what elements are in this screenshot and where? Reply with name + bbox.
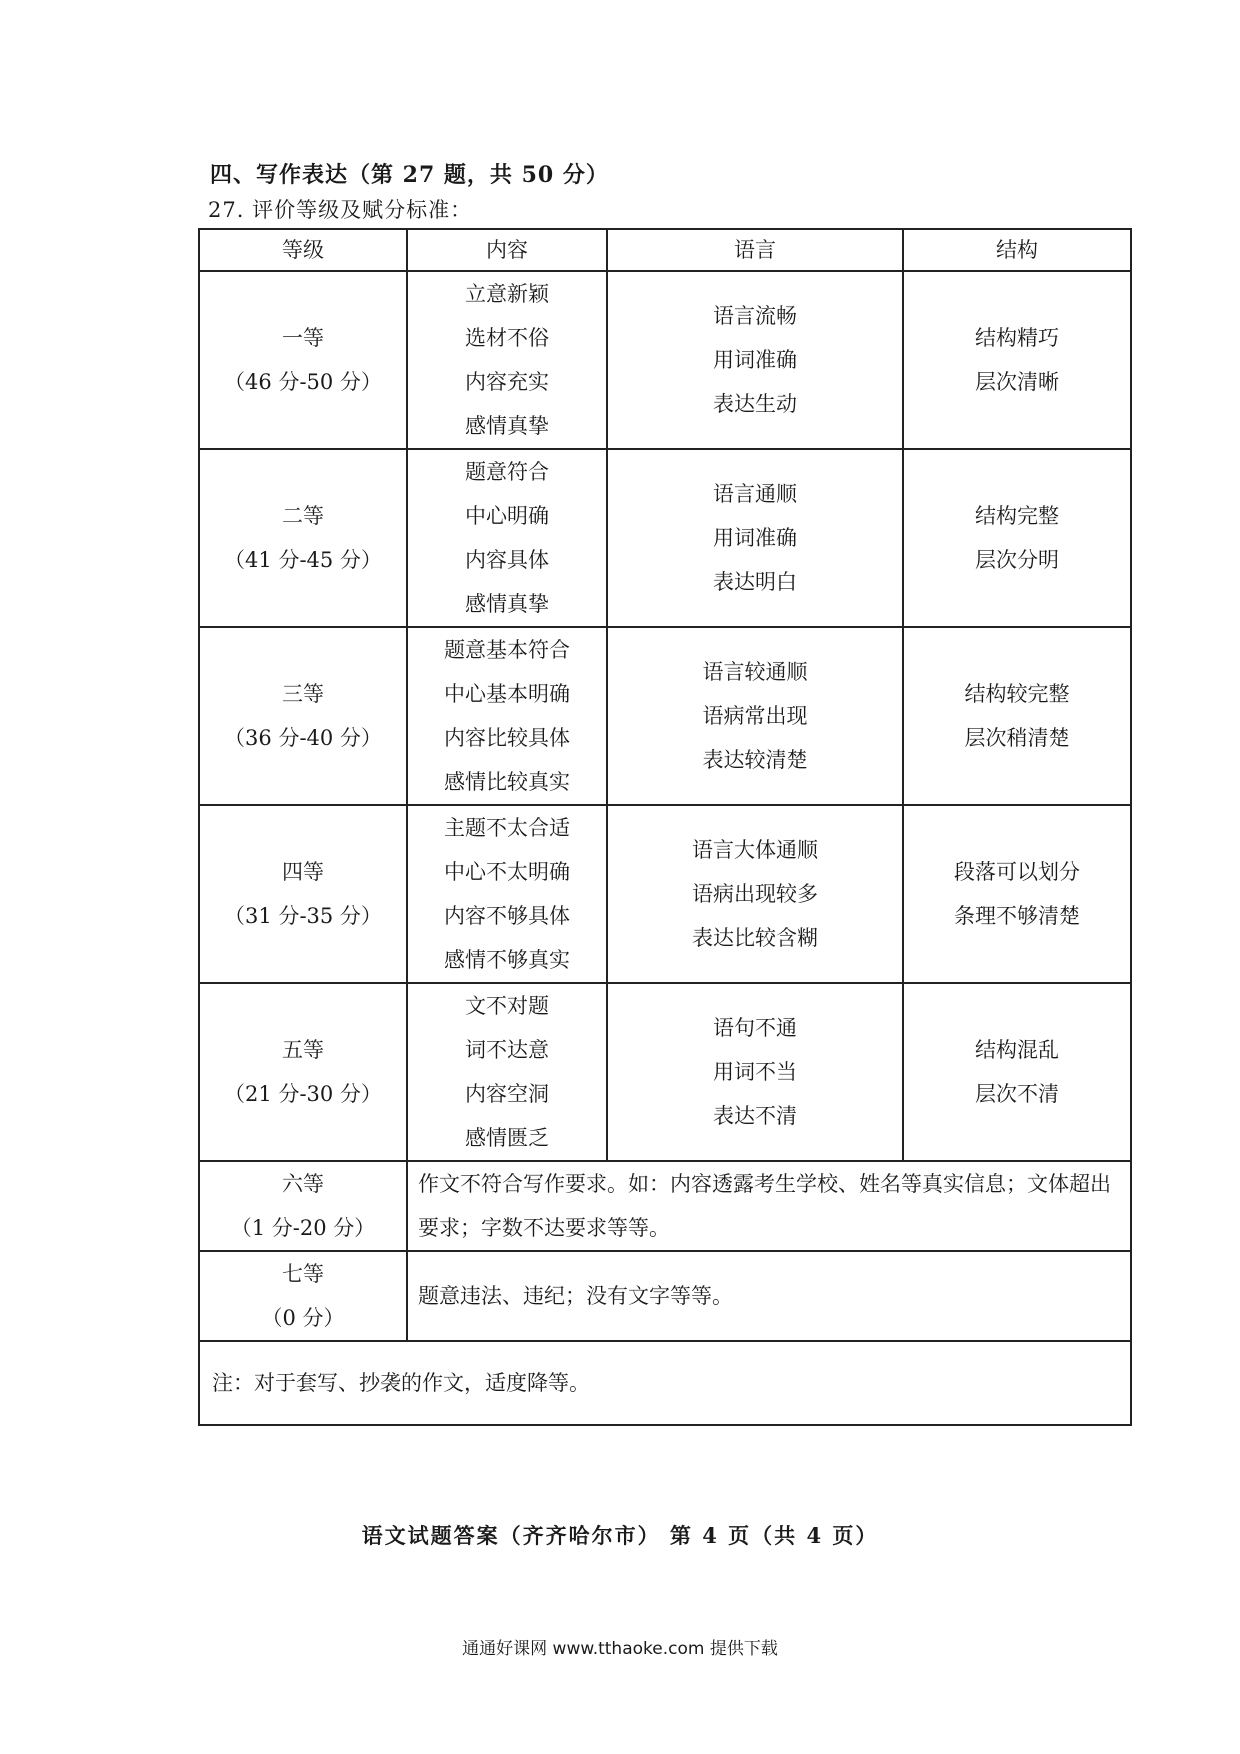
table-header-row [199, 229, 1131, 271]
level-cell [199, 1251, 407, 1341]
language-cell [607, 805, 903, 983]
content-item: 文不对题 [465, 994, 549, 1018]
structure-item: 层次稍清楚 [964, 726, 1070, 750]
table-row [199, 1161, 1131, 1251]
content-item: 内容空洞 [465, 1082, 549, 1106]
level-range: （0 分） [261, 1306, 345, 1330]
structure-item: 结构完整 [975, 504, 1059, 528]
level-name: 六等 [282, 1172, 324, 1196]
content-item: 感情真挚 [465, 414, 549, 438]
level-description: 题意违法、违纪；没有文字等等。 [407, 1251, 1131, 1341]
structure-cell [903, 805, 1131, 983]
content-item: 题意符合 [465, 460, 549, 484]
language-item: 表达明白 [713, 570, 797, 594]
level-name: 一等 [282, 326, 324, 350]
content-item: 感情匮乏 [465, 1126, 549, 1150]
level-cell [199, 627, 407, 805]
content-item: 内容比较具体 [444, 726, 570, 750]
content-item: 词不达意 [465, 1038, 549, 1062]
language-item: 语句不通 [713, 1016, 797, 1040]
content-item: 题意基本符合 [444, 638, 570, 662]
language-item: 用词不当 [713, 1060, 797, 1084]
level-range: （36 分-40 分） [224, 726, 382, 750]
level-name: 四等 [282, 860, 324, 884]
level-cell [199, 1161, 407, 1251]
level-cell [199, 983, 407, 1161]
level-range: （41 分-45 分） [224, 548, 382, 572]
structure-cell [903, 983, 1131, 1161]
content-cell [407, 805, 607, 983]
language-cell [607, 983, 903, 1161]
content-item: 立意新颖 [465, 282, 549, 306]
structure-item: 结构混乱 [975, 1038, 1059, 1062]
level-range: （46 分-50 分） [224, 370, 382, 394]
content-item: 中心不太明确 [444, 860, 570, 884]
header-content: 内容 [407, 229, 607, 271]
language-item: 表达较清楚 [702, 748, 808, 772]
content-cell [407, 449, 607, 627]
language-item: 语言通顺 [713, 482, 797, 506]
language-cell [607, 271, 903, 449]
header-structure: 结构 [903, 229, 1131, 271]
table-row [199, 271, 1131, 449]
language-item: 表达生动 [713, 392, 797, 416]
structure-cell [903, 627, 1131, 805]
question-title: 27. 评价等级及赋分标准： [208, 198, 473, 222]
level-range: （31 分-35 分） [224, 904, 382, 928]
table-row [199, 805, 1131, 983]
level-name: 七等 [282, 1262, 324, 1286]
structure-item: 层次分明 [975, 548, 1059, 572]
content-item: 中心明确 [465, 504, 549, 528]
header-level: 等级 [199, 229, 407, 271]
content-item: 内容具体 [465, 548, 549, 572]
table-row [199, 449, 1131, 627]
language-item: 表达不清 [713, 1104, 797, 1128]
language-cell [607, 449, 903, 627]
language-item: 语言大体通顺 [692, 838, 818, 862]
level-cell [199, 271, 407, 449]
content-item: 感情比较真实 [444, 770, 570, 794]
page-footer: 语文试题答案（齐齐哈尔市） 第 4 页（共 4 页） [361, 1523, 879, 1548]
language-item: 语病出现较多 [692, 882, 818, 906]
table-row [199, 1341, 1131, 1425]
header-language: 语言 [607, 229, 903, 271]
content-item: 感情不够真实 [444, 948, 570, 972]
level-name: 三等 [282, 682, 324, 706]
content-item: 中心基本明确 [444, 682, 570, 706]
content-cell [407, 627, 607, 805]
content-item: 感情真挚 [465, 592, 549, 616]
structure-item: 层次清晰 [975, 370, 1059, 394]
language-item: 用词准确 [713, 348, 797, 372]
structure-cell [903, 271, 1131, 449]
language-item: 语言流畅 [713, 304, 797, 328]
level-cell [199, 449, 407, 627]
content-cell [407, 983, 607, 1161]
structure-item: 层次不清 [975, 1082, 1059, 1106]
structure-item: 段落可以划分 [954, 860, 1080, 884]
level-name: 二等 [282, 504, 324, 528]
content-item: 主题不太合适 [444, 816, 570, 840]
grading-table [198, 228, 1132, 1426]
content-item: 选材不俗 [465, 326, 549, 350]
level-cell [199, 805, 407, 983]
section-title: 四、写作表达（第 27 题，共 50 分） [210, 162, 609, 188]
structure-cell [903, 449, 1131, 627]
content-cell [407, 271, 607, 449]
note-text: 注：对于套写、抄袭的作文，适度降等。 [199, 1341, 1131, 1425]
level-name: 五等 [282, 1038, 324, 1062]
language-cell [607, 627, 903, 805]
language-item: 用词准确 [713, 526, 797, 550]
language-item: 表达比较含糊 [692, 926, 818, 950]
level-range: （1 分-20 分） [230, 1216, 376, 1240]
level-description: 作文不符合写作要求。如：内容透露考生学校、姓名等真实信息；文体超出要求；字数不达要求等等。 [407, 1161, 1131, 1251]
content-item: 内容充实 [465, 370, 549, 394]
table-row [199, 627, 1131, 805]
table-row [199, 983, 1131, 1161]
language-item: 语病常出现 [702, 704, 808, 728]
content-item: 内容不够具体 [444, 904, 570, 928]
source-credit: 通通好课网 www.tthaoke.com 提供下载 [462, 1639, 778, 1659]
level-range: （21 分-30 分） [224, 1082, 382, 1106]
structure-item: 条理不够清楚 [954, 904, 1080, 928]
language-item: 语言较通顺 [702, 660, 808, 684]
table-row [199, 1251, 1131, 1341]
structure-item: 结构精巧 [975, 326, 1059, 350]
structure-item: 结构较完整 [964, 682, 1070, 706]
